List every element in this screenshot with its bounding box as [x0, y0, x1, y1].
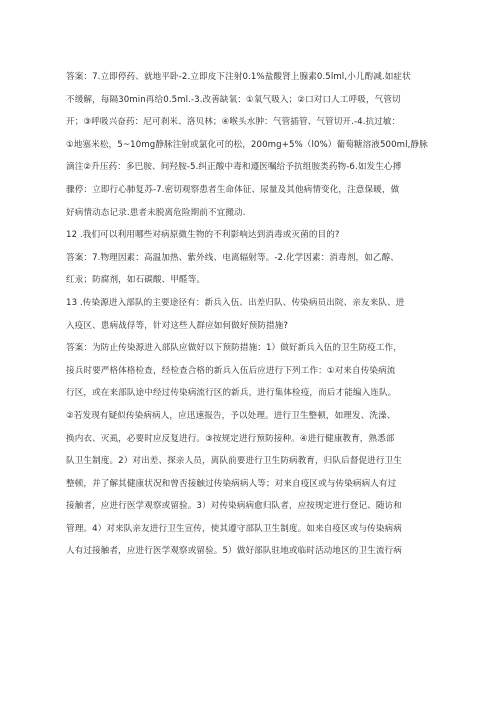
text-line: 好病情动态记录.患者未脱离危险期前不宜搬动. [66, 207, 246, 218]
text-line: 不缓解，每隔30min再给0.5ml.-3.改善缺氧：①氧气吸入；②口对口人工呼吸，气管切 [66, 94, 401, 105]
text-line: 答案：7.立即停药、就地平卧-2.立即皮下注射0.1%盐酸肾上腺素0.5lml,小儿酌减.如症状 [66, 72, 411, 82]
answer-paragraph-12 [66, 247, 438, 292]
text-line: 答案：7.物理因素：高温加热、紫外线、电离辐射等。-2.化学因素：消毒剂，如乙醇、 [66, 252, 399, 263]
question-12 [66, 224, 438, 247]
text-line: 答案：为防止传染源进入部队应做好以下预防措施：1）做好新兵入伍的卫生防疫工作， [66, 343, 402, 354]
text-line: 接兵时要严格体格检查，经检查合格的新兵入伍后应进行下列工作：①对来自传染病流 [66, 365, 396, 376]
text-line: 骤停：立即行心肺复苏-7.密切观察患者生命体征、尿量及其他病情变化，注意保暖，做 [66, 184, 400, 195]
text-line: 行区，或在来部队途中经过传染病流行区的新兵，进行集体检疫，而后才能编入连队。 [66, 388, 397, 399]
text-line: 管理。4）对来队亲友进行卫生宣传，使其遵守部队卫生制度。如来自疫区或与传染病病 [66, 523, 402, 534]
text-line: 接触者，应进行医学观察或留验。3）对传染病病愈归队者，应按规定进行登记、随访和 [66, 501, 402, 512]
question-13 [66, 292, 438, 337]
text-line: 队卫生制度。2）对出差、探亲人员，离队前要进行卫生防病教育，归队后督促进行卫生 [66, 456, 402, 467]
text-line: 人有过接触者，应进行医学观察或留验。5）做好部队驻地或临时活动地区的卫生流行病 [66, 546, 402, 557]
answer-paragraph-13 [66, 337, 438, 563]
text-line: 红汞；防腐剂，如石碳酸、甲醛等。 [66, 275, 206, 286]
answer-paragraph-11 [66, 66, 438, 224]
text-line: 换内衣、灭虱，必要时应反复进行。③按规定进行预防接种。④进行健康教育，熟悉部 [66, 433, 395, 444]
question-line: 12 .我们可以利用哪些对病原微生物的不利影响达到消毒或灭菌的目的? [66, 230, 340, 241]
question-line: 入疫区、患病战俘等，针对这些人群应如何做好预防措施? [66, 320, 289, 331]
question-line: 13 .传染源进入部队的主要途径有：新兵入伍、出差归队、传染病员出院、亲友来队、进 [66, 297, 405, 308]
text-line: 开；③呼吸兴奋药：尼可刹米、洛贝林；④喉头水肿：气管插管、气管切开.-4.抗过敏： [66, 117, 401, 128]
text-line: ②若发现有疑似传染病病人，应迅速报告，予以处理。进行卫生整顿，如理发、洗澡、 [66, 410, 396, 421]
text-line: ①地塞米松，5~10mg静脉注射或氯化可的松，200mg+5%（l0%）葡萄糖溶液500ml,静脉 [66, 139, 428, 150]
text-line: 整顿，并了解其健康状况和曾否接触过传染病病人等；对来自疫区或与传染病病人有过 [66, 478, 397, 489]
document-page [66, 66, 438, 563]
text-line: 滴注②升压药：多巴胺、间羟胺-5.纠正酸中毒和遵医嘱给予抗组胺类药物-6.如发生心搏 [66, 162, 402, 173]
